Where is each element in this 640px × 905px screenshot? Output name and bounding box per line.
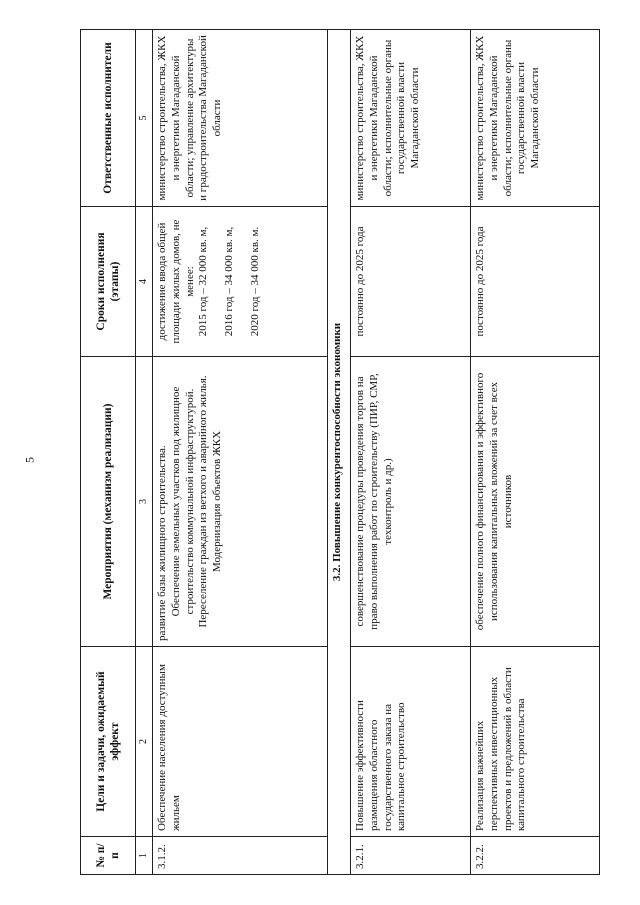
table-row <box>153 30 328 875</box>
table-row <box>471 30 600 875</box>
header-measures: Мероприятия (механизм реализации) <box>81 357 136 647</box>
terms-line: 2015 год – 32 000 кв. м, <box>197 226 210 337</box>
row-measures: совершенствование процедуры проведения торгов на право выполнения работ по строительству (ПИР, СМР, техконтроль и др.) <box>351 357 471 647</box>
col-number: 2 <box>136 647 153 837</box>
measure-line: развитие базы жилищного строительства. <box>156 445 168 641</box>
col-number: 5 <box>136 30 153 207</box>
col-number: 3 <box>136 357 153 647</box>
terms-line: 2020 год – 34 000 кв. м. <box>248 226 261 337</box>
row-measures <box>153 357 328 647</box>
page-number: 5 <box>22 457 37 463</box>
row-terms <box>153 207 328 357</box>
rotated-page <box>80 30 600 875</box>
row-num: 3.2.2. <box>471 837 600 875</box>
terms-line: 2016 год – 34 000 кв. м, <box>223 226 235 337</box>
measures-table <box>80 29 600 875</box>
column-number-row <box>136 30 153 875</box>
terms-line: достижение ввода общей площади жилых домов, не менее: <box>156 219 196 344</box>
row-terms: постоянно до 2025 года <box>351 207 471 357</box>
row-goal: Обеспечение населения доступным жильем <box>153 647 328 837</box>
section-row <box>328 30 351 875</box>
row-goal: Повышение эффективности размещения областного государственного заказа на капитальное строительство <box>351 647 471 837</box>
row-num: 3.1.2. <box>153 837 328 875</box>
row-responsible: министерство строительства, ЖКХ и энергетики Магаданской области; управление архитектуры и градостроительства Магаданской области <box>153 30 328 207</box>
section-title: 3.2. Повышение конкурентоспособности экономики <box>328 30 351 875</box>
row-responsible: министерство строительства, ЖКХ и энергетики Магаданской области; исполнительные органы государственной власти Магаданской области <box>471 30 600 207</box>
row-responsible: министерство строительства, ЖКХ и энергетики Магаданской области; исполнительные органы государственной власти Магаданской области <box>351 30 471 207</box>
header-row <box>81 30 136 875</box>
header-goals: Цели и задачи, ожидаемый эффект <box>81 647 136 837</box>
measure-line: Модернизация объектов ЖКХ <box>211 430 223 573</box>
measure-line: Переселение граждан из ветхого и аварийного жилья. <box>197 375 210 628</box>
row-measures: обеспечение полного финансирования и эффективного использования капитальных вложений за счет всех источников <box>471 357 600 647</box>
row-num: 3.2.1. <box>351 837 471 875</box>
header-responsible: Ответственные исполнители <box>81 30 136 207</box>
row-terms: постоянно до 2025 года <box>471 207 600 357</box>
table-row <box>351 30 471 875</box>
header-num: № п/п <box>81 837 136 875</box>
col-number: 4 <box>136 207 153 357</box>
col-number: 1 <box>136 837 153 875</box>
measure-line: Обеспечение земельных участков под жилищное строительство коммунальной инфраструктурой. <box>169 386 196 617</box>
header-terms: Сроки исполнения (этапы) <box>81 207 136 357</box>
row-goal: Реализация важнейших перспективных инвестиционных проектов и предложений в области капитального строительства <box>471 647 600 837</box>
